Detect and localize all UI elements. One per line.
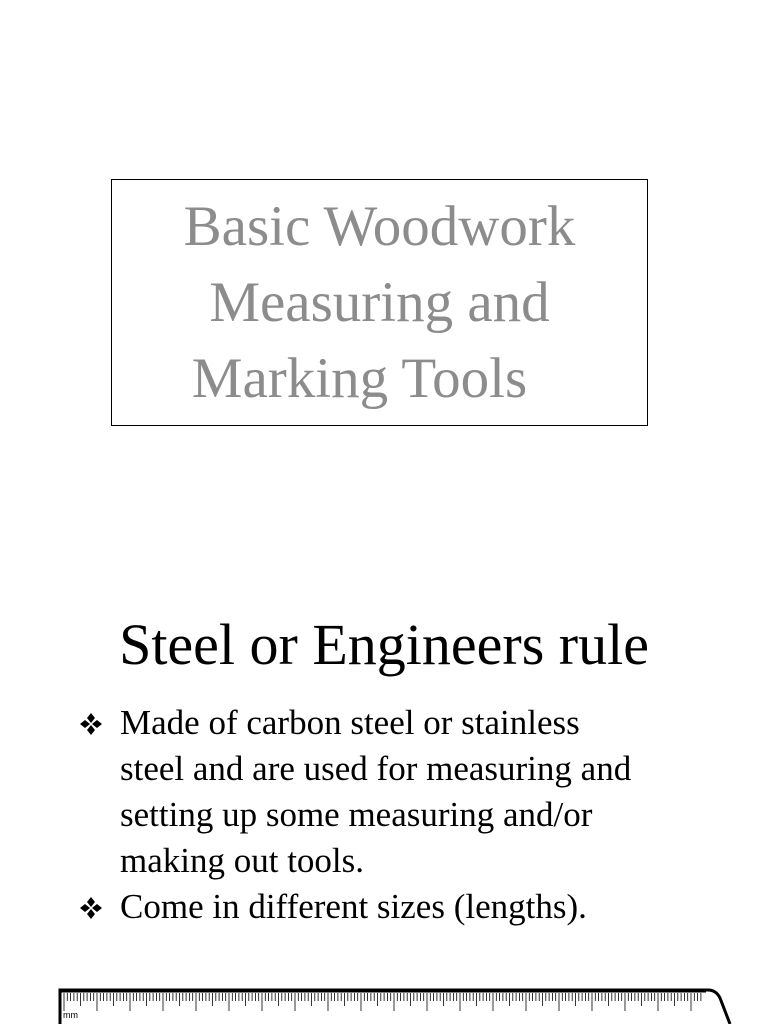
bullet-2-line-1: Come in different sizes (lengths). [120, 887, 587, 926]
bullet-text-1 [120, 700, 720, 884]
ruler-outline [60, 990, 730, 1024]
bullet-text-2 [120, 884, 720, 930]
title-line-3: Marking Tools [191, 347, 528, 410]
diamond-bullet-icon [78, 884, 108, 930]
bullet-1-line-3: setting up some measuring and/or [120, 795, 593, 834]
bullet-1-line-1: Made of carbon steel or stainless [120, 703, 580, 742]
bullet-1-line-4: making out tools. [120, 841, 365, 880]
slide-heading: Steel or Engineers rule [119, 612, 649, 677]
ruler-unit-label: mm [63, 1010, 78, 1020]
title-box [111, 179, 648, 426]
bullet-1-line-2: steel and are used for measuring and [120, 749, 632, 788]
title-line-2: Measuring and [209, 271, 550, 334]
title-line-1: Basic Woodwork [183, 195, 576, 258]
steel-rule-image [0, 978, 768, 1024]
diamond-bullet-icon [78, 700, 108, 746]
